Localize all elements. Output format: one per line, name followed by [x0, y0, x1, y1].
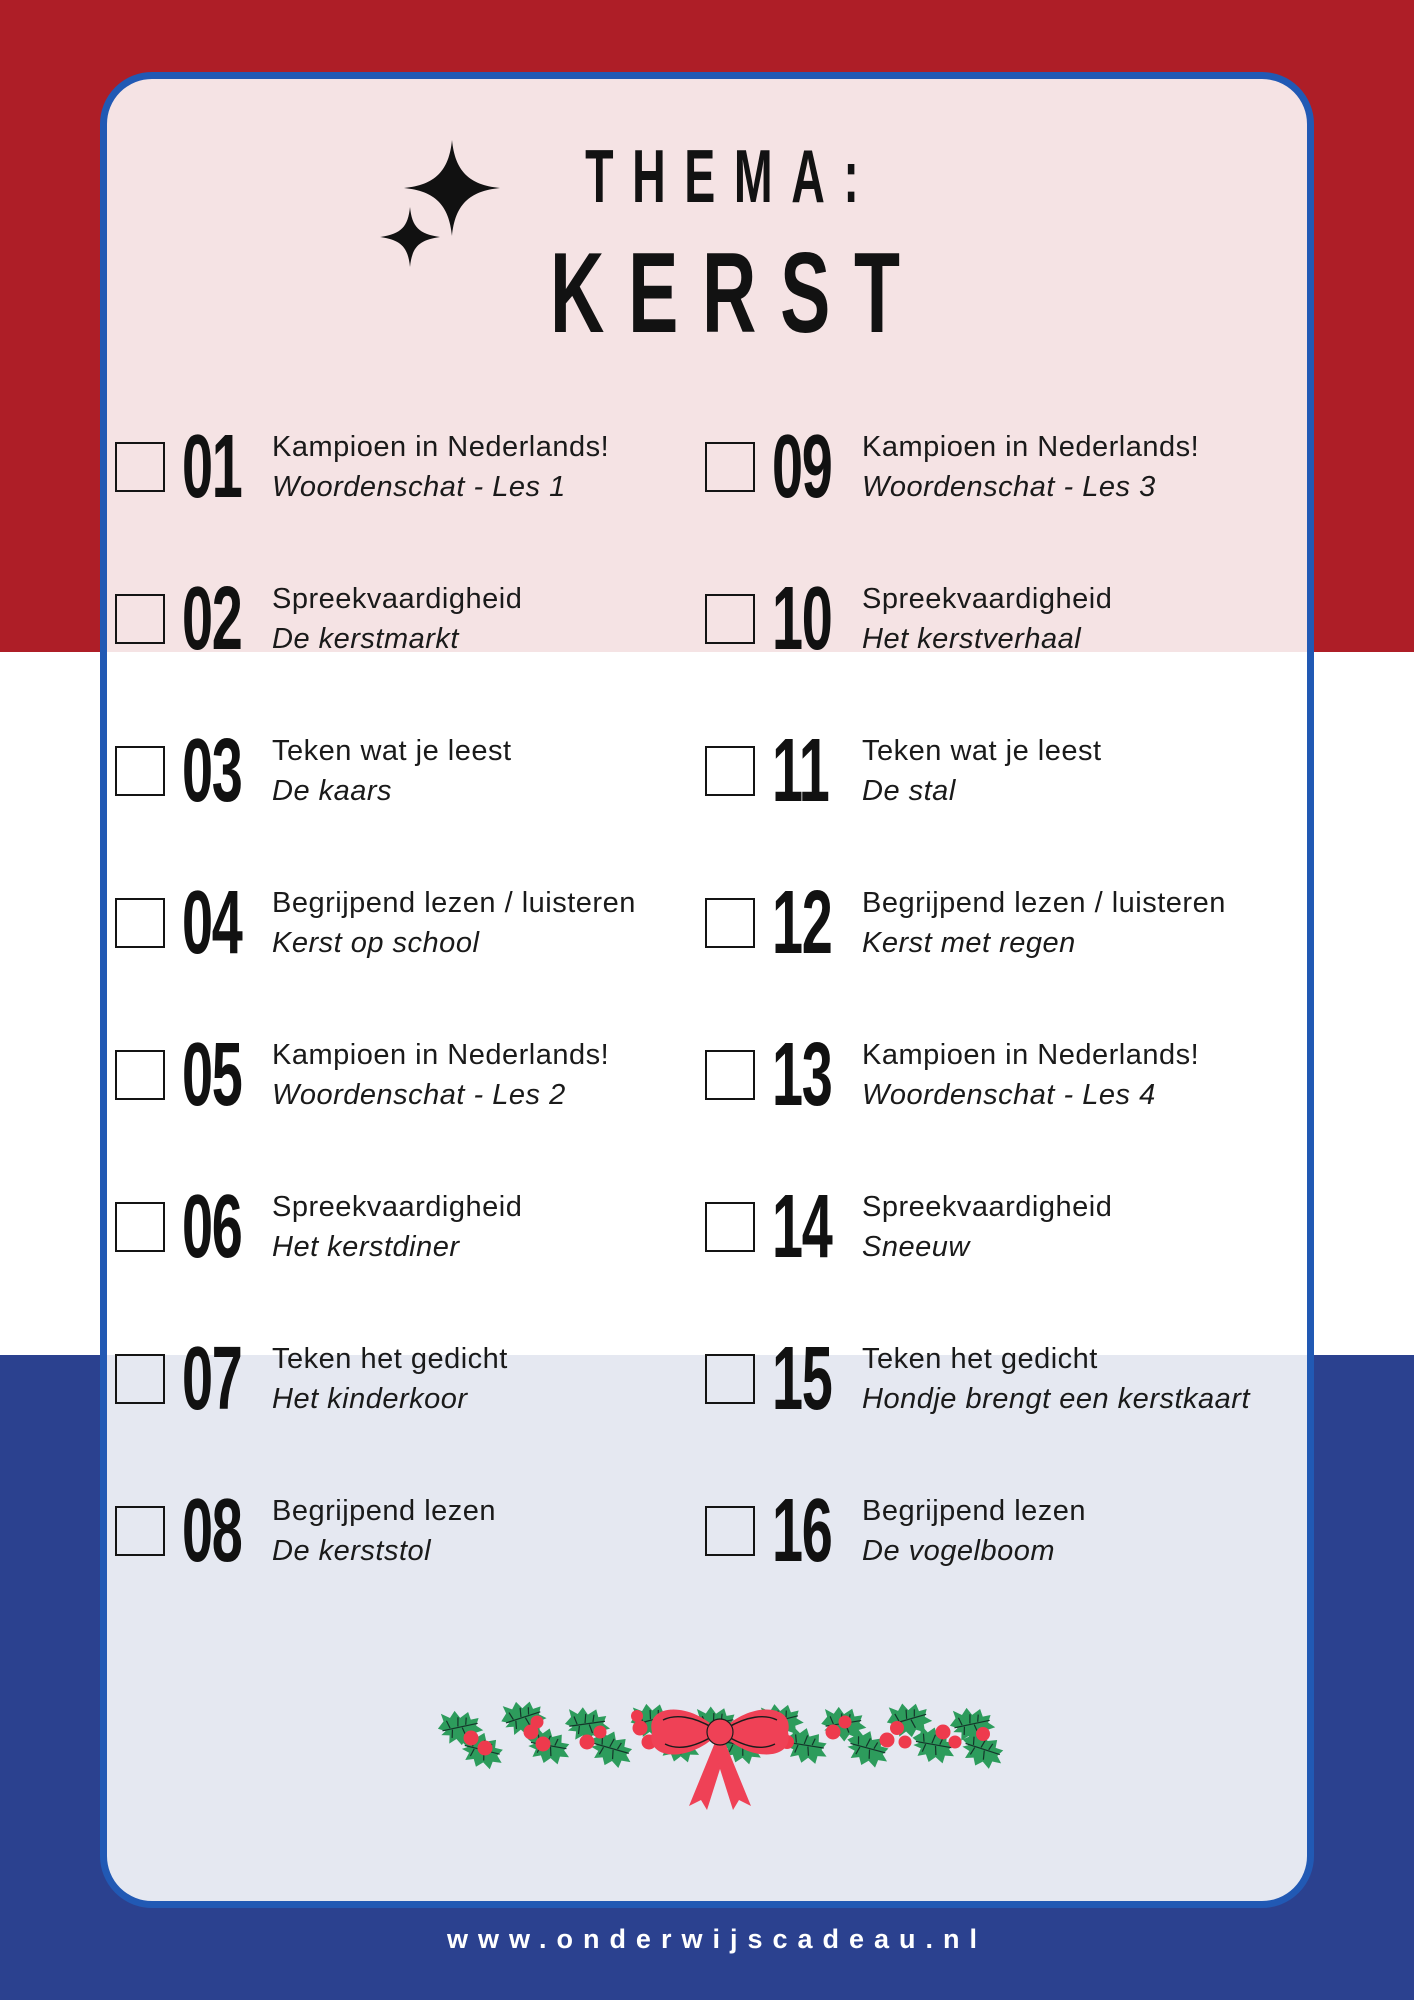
lesson-checkbox[interactable] [115, 1354, 165, 1404]
item-text [272, 1187, 522, 1267]
item-subtitle: Het kerstdiner [272, 1231, 460, 1263]
checklist-item [115, 1303, 705, 1455]
checklist-item [115, 999, 705, 1151]
item-number: 05 [182, 1025, 242, 1125]
checklist-card [100, 72, 1314, 1908]
checklist-item [115, 391, 705, 543]
item-title: Spreekvaardigheid [272, 1191, 523, 1223]
lesson-checkbox[interactable] [115, 898, 165, 948]
item-text [862, 731, 1102, 811]
item-title: Kampioen in Nederlands! [272, 1039, 610, 1071]
item-text [862, 1035, 1199, 1115]
item-number: 06 [182, 1177, 242, 1277]
lesson-checkbox[interactable] [115, 1506, 165, 1556]
item-text [862, 427, 1199, 507]
item-number: 10 [772, 569, 832, 669]
item-subtitle: Het kerstverhaal [862, 623, 1082, 655]
item-text [862, 579, 1112, 659]
item-subtitle: Hondje brengt een kerstkaart [862, 1383, 1250, 1415]
item-text [862, 1339, 1250, 1419]
lesson-checkbox[interactable] [705, 1354, 755, 1404]
item-title: Teken wat je leest [862, 735, 1102, 767]
item-title: Kampioen in Nederlands! [862, 1039, 1200, 1071]
item-title: Begrijpend lezen [862, 1495, 1087, 1527]
item-number: 14 [772, 1177, 832, 1277]
lesson-checkbox[interactable] [705, 594, 755, 644]
item-title: Spreekvaardigheid [862, 583, 1113, 615]
lesson-checkbox[interactable] [705, 442, 755, 492]
item-number: 12 [772, 873, 832, 973]
item-title: Spreekvaardigheid [272, 583, 523, 615]
item-title: Begrijpend lezen / luisteren [862, 887, 1226, 919]
item-subtitle: De stal [862, 775, 956, 807]
checklist-item [115, 695, 705, 847]
item-subtitle: De kerststol [272, 1535, 432, 1567]
lesson-checkbox[interactable] [705, 1202, 755, 1252]
website-url: www.onderwijscadeau.nl [446, 1924, 988, 1954]
checklist-item [115, 1151, 705, 1303]
item-number: 16 [772, 1481, 832, 1581]
lesson-checkbox[interactable] [705, 746, 755, 796]
item-number: 11 [772, 721, 829, 821]
lesson-checkbox[interactable] [115, 442, 165, 492]
item-subtitle: De vogelboom [862, 1535, 1055, 1567]
checklist-item [705, 847, 1303, 999]
item-number: 09 [772, 417, 832, 517]
item-title: Teken wat je leest [272, 735, 512, 767]
item-text [272, 579, 522, 659]
item-subtitle: Het kinderkoor [272, 1383, 468, 1415]
item-subtitle: De kerstmarkt [272, 623, 459, 655]
lesson-checklist [115, 391, 1303, 1607]
item-text [862, 883, 1226, 963]
item-title: Begrijpend lezen [272, 1495, 497, 1527]
item-title: Teken het gedicht [862, 1343, 1098, 1375]
lesson-checkbox[interactable] [115, 1050, 165, 1100]
item-title: Teken het gedicht [272, 1343, 508, 1375]
checklist-item [705, 1151, 1303, 1303]
item-subtitle: Woordenschat - Les 4 [862, 1079, 1156, 1111]
holly-garland-icon [435, 1610, 1005, 1810]
item-number: 15 [772, 1329, 832, 1429]
item-text [272, 1035, 609, 1115]
item-subtitle: Kerst op school [272, 927, 480, 959]
item-text [272, 883, 636, 963]
lesson-checkbox[interactable] [705, 1506, 755, 1556]
theme-label: THEMA: [585, 134, 878, 218]
item-subtitle: Woordenschat - Les 1 [272, 471, 566, 503]
checklist-item [705, 1303, 1303, 1455]
item-number: 01 [182, 417, 242, 517]
item-text [272, 1339, 508, 1419]
checklist-item [115, 1455, 705, 1607]
item-subtitle: Woordenschat - Les 2 [272, 1079, 566, 1111]
item-title: Kampioen in Nederlands! [272, 431, 610, 463]
item-title: Begrijpend lezen / luisteren [272, 887, 636, 919]
checklist-item [705, 1455, 1303, 1607]
checklist-item [705, 999, 1303, 1151]
checklist-item [115, 847, 705, 999]
checklist-item [115, 543, 705, 695]
item-text [272, 427, 609, 507]
checklist-item [705, 543, 1303, 695]
checklist-item [705, 391, 1303, 543]
item-text [272, 731, 512, 811]
item-subtitle: Woordenschat - Les 3 [862, 471, 1156, 503]
theme-title: KERST [549, 230, 924, 357]
item-subtitle: Kerst met regen [862, 927, 1076, 959]
item-number: 07 [182, 1329, 242, 1429]
item-number: 02 [182, 569, 242, 669]
item-text [862, 1187, 1112, 1267]
lesson-checkbox[interactable] [115, 594, 165, 644]
lesson-checkbox[interactable] [705, 1050, 755, 1100]
lesson-checkbox[interactable] [705, 898, 755, 948]
lesson-checkbox[interactable] [115, 1202, 165, 1252]
item-text [272, 1491, 496, 1571]
item-title: Kampioen in Nederlands! [862, 431, 1200, 463]
item-number: 03 [182, 721, 242, 821]
item-subtitle: Sneeuw [862, 1231, 970, 1263]
item-text [862, 1491, 1086, 1571]
item-number: 13 [772, 1025, 832, 1125]
checklist-item [705, 695, 1303, 847]
lesson-checkbox[interactable] [115, 746, 165, 796]
item-title: Spreekvaardigheid [862, 1191, 1113, 1223]
item-subtitle: De kaars [272, 775, 393, 807]
item-number: 08 [182, 1481, 242, 1581]
item-number: 04 [182, 873, 242, 973]
